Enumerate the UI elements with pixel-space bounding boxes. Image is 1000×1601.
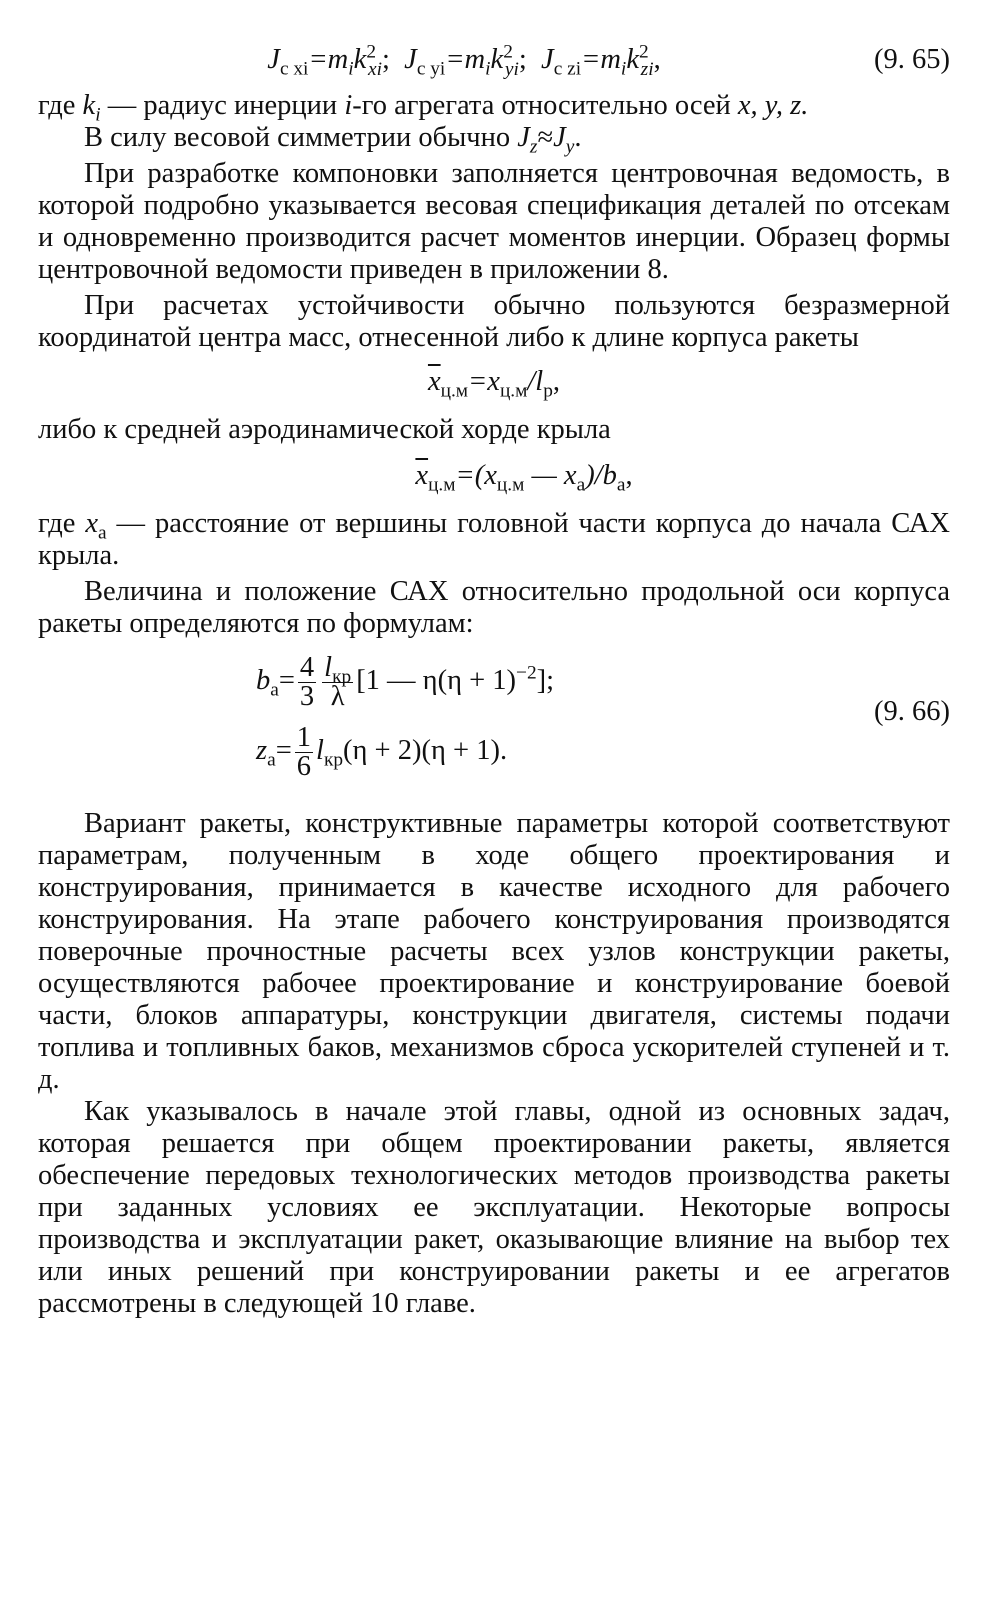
equation-za: $z_а=$ $\frac{1}{6}$ $l_{кр}(\eta + 2)(\eta + 1)$. — [256, 722, 508, 782]
paragraph-radius-definition: где $k_i$ — радиус инерции i-го агрегата относительно осей x, y, z. — [38, 90, 809, 126]
paragraph-mac: либо к средней аэродинамической хорде крыла — [38, 414, 611, 445]
paragraph-stability: При расчетах устойчивости обычно пользуются безразмерной координатой центра масс, отнесенной либо к длине корпуса ракеты — [38, 290, 950, 353]
equation-relative-cm-mac: $\overline{x}_{ц.м}=(x_{ц.м}$ — $x_а)/b_а$, — [415, 460, 633, 496]
paragraph-working-design: Вариант ракеты, конструктивные параметры которой соответствуют параметрам, полученным в ходе общего проектирования и конструирования, принимается в качестве исходного для рабочего конструирования. На этапе рабочего конструирования производятся поверочные прочностные расчеты всех узлов конструкции ракеты, осуществляются рабочее проектирование и конструирование боевой части, блоков аппаратуры, конструкции двигателя, системы подачи топлива и топливных баков, механизмов сброса ускорителей ступеней и т. д. — [38, 808, 950, 1095]
paragraph-xa-definition: где $x_а$ — расстояние от вершины головной части корпуса до начала САХ крыла. — [38, 508, 950, 571]
paragraph-production: Как указывалось в начале этой главы, одной из основных задач, которая решается при общем проектировании ракеты, является обеспечение передовых технологических методов производства ракеты при заданных условиях ее эксплуатации. Некоторые вопросы производства и эксплуатации ракет, оказывающие влияние на выбор тех или иных решений при конструировании ракеты и ее агрегатов рассмотрены в следующей 10 главе. — [38, 1096, 950, 1319]
equation-9-66 — [38, 648, 950, 794]
equation-number-9-65: (9. 65) — [874, 44, 950, 75]
equation-9-65-body: $J_{c xi}=m_ik^2_{xi}$; $J_{c yi}=m_ik^2_{yi}$; $J_{c zi}=m_ik^2_{zi}$, — [267, 41, 661, 80]
paragraph-centering-sheet: При разработке компоновки заполняется центровочная ведомость, в которой подробно указывается весовая спецификация деталей по отсекам и одновременно производится расчет моментов инерции. Образец формы центровочной ведомости приведен в приложении 8. — [38, 158, 950, 285]
equation-9-65 — [38, 41, 950, 80]
equation-relative-cm-length: $\overline{x}_{ц.м}=x_{ц.м}/l_р$, — [427, 366, 561, 402]
fraction-4-3: $\frac{4}{3}$ — [299, 652, 315, 712]
equation-number-9-66: (9. 66) — [874, 696, 950, 727]
fraction-lkr-lambda: $\frac{l_{кр}}{\lambda}$ — [324, 652, 352, 712]
paragraph-mac-formulas: Величина и положение САХ относительно продольной оси корпуса ракеты определяются по формулам: — [38, 576, 950, 639]
fraction-1-6: $\frac{1}{6}$ — [296, 722, 312, 782]
paragraph-symmetry: В силу весовой симметрии обычно $J_z\approx J_y$. — [84, 122, 582, 158]
book-page — [38, 41, 950, 1320]
equation-ba: $b_а=$ $\frac{4}{3}$ $\frac{l_{кр}}{\lambda}$ [1 — $\eta(\eta + 1)^{-2}$]; — [256, 652, 555, 712]
